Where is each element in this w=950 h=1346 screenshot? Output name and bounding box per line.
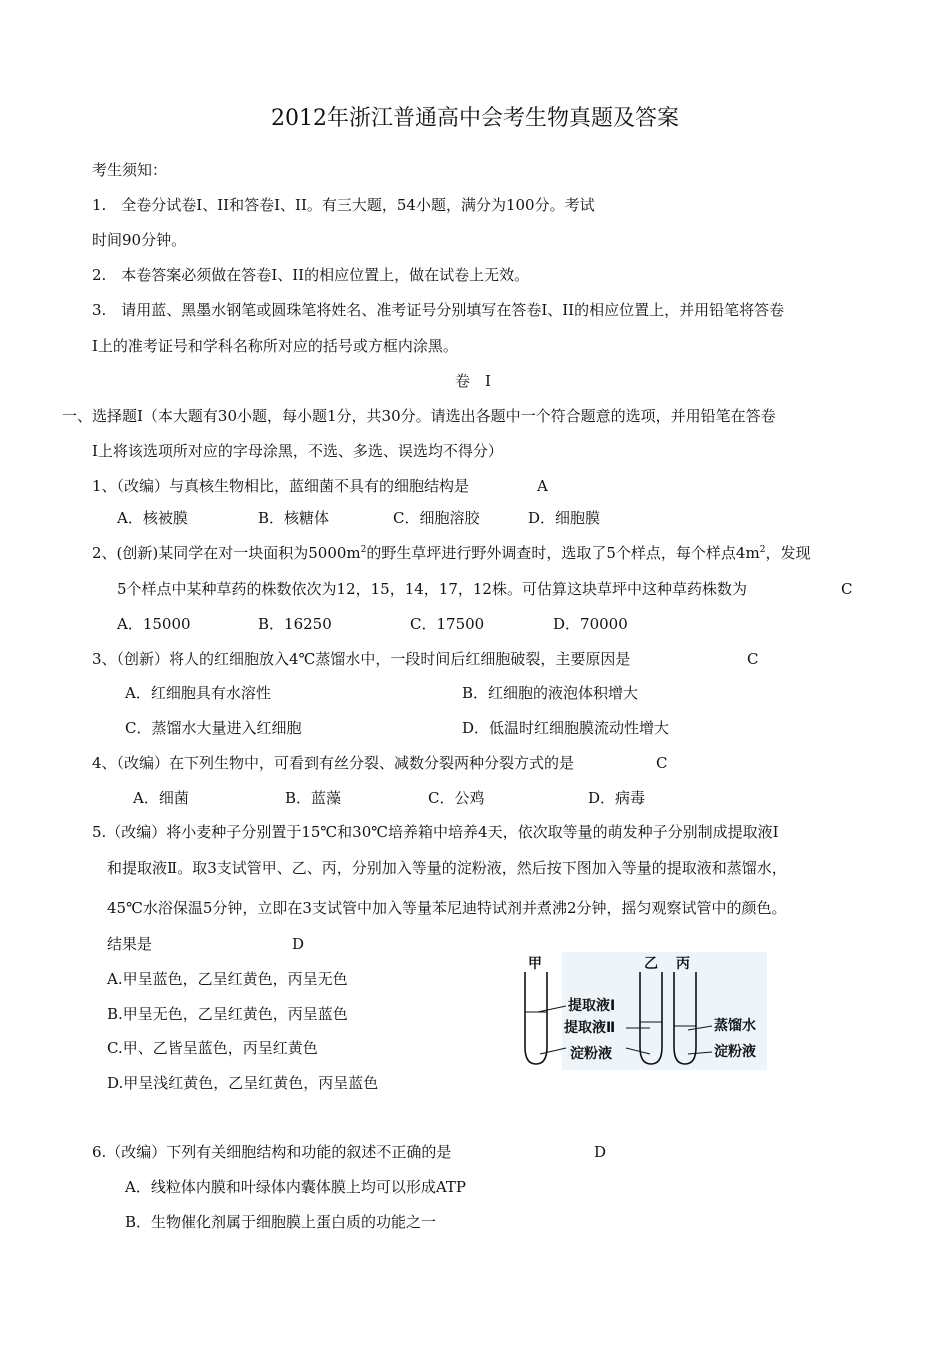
question-2-option-c: C．17500 [410, 615, 485, 633]
question-5-answer: D [292, 935, 305, 953]
question-6-answer: D [594, 1143, 607, 1161]
question-2-option-a: A．15000 [117, 615, 191, 633]
question-6-option-b: B．生物催化剂属于细胞膜上蛋白质的功能之一 [125, 1213, 437, 1231]
question-4-option-c: C．公鸡 [428, 789, 485, 807]
question-3-option-d: D．低温时红细胞膜流动性增大 [462, 719, 670, 737]
leader-line [538, 1006, 566, 1012]
tube-label-bing: 丙 [676, 956, 690, 972]
question-5-option-b: B.甲呈无色，乙呈红黄色，丙呈蓝色 [107, 1005, 348, 1023]
notice-heading: 考生须知： [92, 161, 168, 179]
question-3-option-b: B．红细胞的液泡体积增大 [462, 684, 639, 702]
notice-item-1: 1. 全卷分试卷I、II和答卷I、II。有三大题，54小题，满分为100分。考试 [92, 196, 595, 214]
tube-label-jia: 甲 [528, 956, 542, 972]
section-header: 一、选择题I（本大题有30小题，每小题1分，共30分。请选出各题中一个符合题意的选项，并用铅笔在答卷 [62, 407, 776, 425]
label-distilled-water: 蒸馏水 [714, 1018, 756, 1034]
question-1-option-a: A．核被膜 [117, 509, 188, 527]
question-5-option-c: C.甲、乙皆呈蓝色，丙呈红黄色 [107, 1039, 318, 1057]
label-starch-1: 淀粉液 [570, 1046, 612, 1062]
question-2-option-b: B．16250 [258, 615, 332, 633]
question-4-answer: C [656, 754, 668, 772]
question-5-option-d: D.甲呈浅红黄色，乙呈红黄色，丙呈蓝色 [107, 1074, 379, 1092]
page-title: 2012年浙江普通高中会考生物真题及答案 [271, 106, 679, 131]
question-1-answer: A [537, 477, 548, 495]
section-header-cont: I上将该选项所对应的字母涂黑，不选、多选、误选均不得分） [92, 442, 503, 460]
label-starch-2: 淀粉液 [714, 1044, 756, 1060]
question-3-stem: 3、（创新）将人的红细胞放入4℃蒸馏水中，一段时间后红细胞破裂，主要原因是 [92, 650, 631, 668]
question-2-stem-cont: 5个样点中某种草药的株数依次为12，15，14，17，12株。可估算这块草坪中这种草药株数为 [117, 580, 747, 598]
notice-item-1-cont: 时间90分钟。 [92, 231, 187, 249]
question-4-option-a: A．细菌 [133, 789, 189, 807]
test-tube-diagram [522, 950, 772, 1075]
question-6-stem: 6.（改编）下列有关细胞结构和功能的叙述不正确的是 [92, 1143, 452, 1161]
question-4-option-b: B．蓝藻 [285, 789, 342, 807]
question-2-option-d: D．70000 [553, 615, 628, 633]
question-5-stem-cont-1: 和提取液Ⅱ。取3支试管甲、乙、丙，分别加入等量的淀粉液，然后按下图加入等量的提取液和蒸馏水， [107, 859, 787, 877]
label-extract-1: 提取液Ⅰ [568, 998, 616, 1014]
question-5-result-label: 结果是 [107, 935, 153, 953]
notice-item-2: 2. 本卷答案必须做在答卷I、II的相应位置上，做在试卷上无效。 [92, 266, 530, 284]
question-6-option-a: A．线粒体内膜和叶绿体内囊体膜上均可以形成ATP [125, 1178, 466, 1196]
question-5-stem: 5.（改编）将小麦种子分别置于15℃和30℃培养箱中培养4天，依次取等量的萌发种子分别制成提取液Ⅰ [92, 823, 779, 841]
question-3-option-c: C．蒸馏水大量进入红细胞 [125, 719, 302, 737]
question-1-option-c: C．细胞溶胶 [393, 509, 480, 527]
label-extract-2: 提取液Ⅱ [564, 1020, 616, 1036]
question-2-stem: 2、(创新)某同学在对一块面积为$5000m^2$的野生草坪进行野外调查时，选取了5个样点，每个样点$4m^2$，发现 [92, 544, 811, 562]
notice-item-3-cont: I上的准考证号和学科名称所对应的括号或方框内涂黑。 [92, 337, 458, 355]
question-1-option-b: B．核糖体 [258, 509, 330, 527]
tube-jia [525, 972, 547, 1064]
question-3-option-a: A．红细胞具有水溶性 [125, 684, 271, 702]
notice-item-3: 3. 请用蓝、黑墨水钢笔或圆珠笔将姓名、准考证号分别填写在答卷I、II的相应位置上，并用铅笔将答卷 [92, 301, 785, 319]
volume-label: 卷 I [455, 372, 491, 390]
question-4-option-d: D．病毒 [588, 789, 646, 807]
tube-label-yi: 乙 [644, 956, 658, 972]
question-5-stem-cont-2: 45℃水浴保温5分钟，立即在3支试管中加入等量苯尼迪特试剂并煮沸2分钟，摇匀观察试管中的颜色。 [107, 899, 787, 917]
question-3-answer: C [747, 650, 759, 668]
question-1-stem: 1、（改编）与真核生物相比，蓝细菌不具有的细胞结构是 [92, 477, 470, 495]
question-1-option-d: D．细胞膜 [528, 509, 601, 527]
question-5-option-a: A.甲呈蓝色，乙呈红黄色，丙呈无色 [107, 970, 348, 988]
question-4-stem: 4、（改编）在下列生物中，可看到有丝分裂、减数分裂两种分裂方式的是 [92, 754, 575, 772]
question-2-answer: C [841, 580, 853, 598]
